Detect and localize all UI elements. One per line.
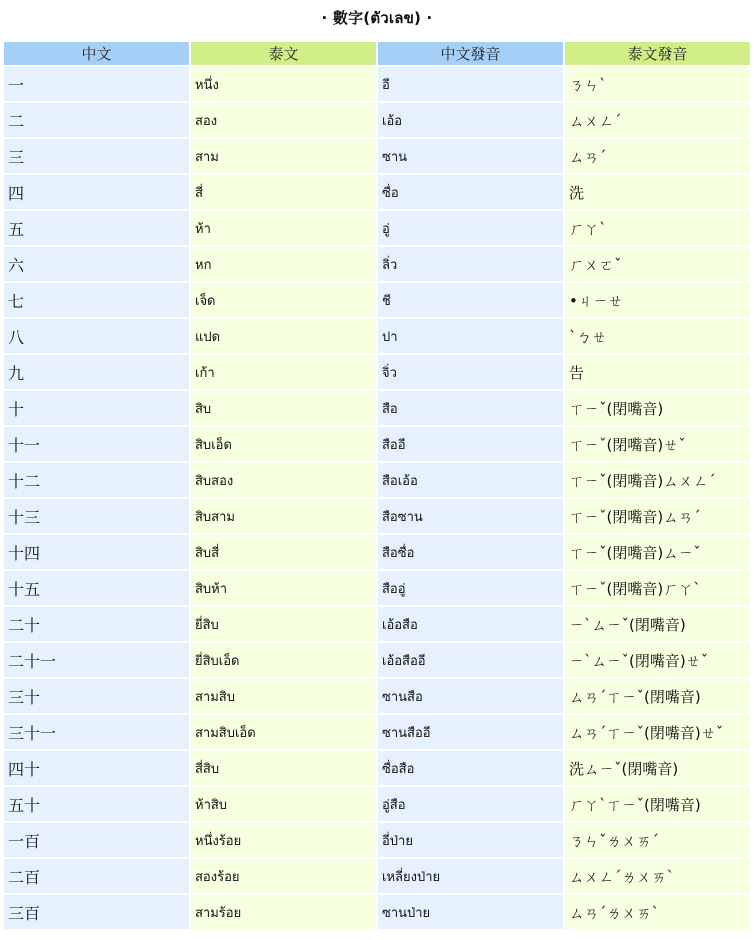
cell-chinese-pronunciation: ซานสือ [378, 679, 563, 713]
cell-chinese-pronunciation: สือซื่อ [378, 535, 563, 569]
cell-thai: สิบห้า [191, 571, 376, 605]
cell-chinese-pronunciation: เอ้อสืออี [378, 643, 563, 677]
cell-chinese: 五 [4, 211, 189, 245]
table-row [4, 895, 750, 929]
cell-thai-pronunciation: ㄧˋㄙㄧˇ(閉嘴音)ㄝˇ [565, 643, 750, 677]
cell-thai: สิบ [191, 391, 376, 425]
cell-chinese: 六 [4, 247, 189, 281]
table-row [4, 319, 750, 353]
table-row [4, 67, 750, 101]
cell-thai: เจ็ด [191, 283, 376, 317]
cell-thai: ห้า [191, 211, 376, 245]
cell-thai: สิบสี่ [191, 535, 376, 569]
cell-thai-pronunciation: ㄙㄢˊㄌㄨㄞˋ [565, 895, 750, 929]
table-row [4, 607, 750, 641]
table-row [4, 499, 750, 533]
cell-thai: หก [191, 247, 376, 281]
cell-thai-pronunciation: ㄒㄧˇ(閉嘴音)ㄙㄧˇ [565, 535, 750, 569]
cell-chinese: 一百 [4, 823, 189, 857]
cell-thai: สี่ [191, 175, 376, 209]
cell-chinese-pronunciation: ชี [378, 283, 563, 317]
cell-chinese-pronunciation: สือ [378, 391, 563, 425]
cell-chinese: 十 [4, 391, 189, 425]
cell-thai: ยี่สิบเอ็ด [191, 643, 376, 677]
cell-thai-pronunciation: ㄏㄚˋㄒㄧˇ(閉嘴音) [565, 787, 750, 821]
cell-thai-pronunciation: 洗ㄙㄧˇ(閉嘴音) [565, 751, 750, 785]
cell-thai: สาม [191, 139, 376, 173]
cell-chinese-pronunciation: ซื่อ [378, 175, 563, 209]
cell-chinese: 十二 [4, 463, 189, 497]
cell-thai-pronunciation: ㄙㄢˊ [565, 139, 750, 173]
table-row [4, 355, 750, 389]
cell-thai: สามร้อย [191, 895, 376, 929]
table-row [4, 859, 750, 893]
table-row [4, 103, 750, 137]
cell-chinese-pronunciation: สืออี [378, 427, 563, 461]
cell-chinese-pronunciation: ซานป่าย [378, 895, 563, 929]
cell-thai-pronunciation: ㄒㄧˇ(閉嘴音)ㄙㄨㄥˊ [565, 463, 750, 497]
cell-chinese: 二 [4, 103, 189, 137]
cell-chinese-pronunciation: จิ่ว [378, 355, 563, 389]
page-title: · 數字(ตัวเลข) · [321, 9, 433, 27]
header-thai: 泰文 [191, 42, 376, 65]
cell-chinese: 一 [4, 67, 189, 101]
cell-chinese: 八 [4, 319, 189, 353]
cell-chinese-pronunciation: ลิ่ว [378, 247, 563, 281]
cell-thai-pronunciation: 洗 [565, 175, 750, 209]
cell-chinese: 三十 [4, 679, 189, 713]
cell-chinese-pronunciation: ซื่อสือ [378, 751, 563, 785]
table-body [4, 67, 750, 929]
cell-thai: สอง [191, 103, 376, 137]
cell-thai-pronunciation: ㄋㄣˋ [565, 67, 750, 101]
cell-chinese: 三 [4, 139, 189, 173]
cell-chinese: 二十一 [4, 643, 189, 677]
cell-thai-pronunciation: ㄒㄧˇ(閉嘴音) [565, 391, 750, 425]
cell-chinese-pronunciation: เอ้อ [378, 103, 563, 137]
table-row [4, 571, 750, 605]
cell-thai-pronunciation: ㄙㄨㄥˊㄌㄨㄞˋ [565, 859, 750, 893]
table-row [4, 391, 750, 425]
cell-thai-pronunciation: 告 [565, 355, 750, 389]
table-row [4, 823, 750, 857]
cell-chinese-pronunciation: อู่ [378, 211, 563, 245]
table-row [4, 427, 750, 461]
cell-thai: ห้าสิบ [191, 787, 376, 821]
table-row [4, 463, 750, 497]
cell-chinese: 十三 [4, 499, 189, 533]
cell-chinese-pronunciation: เหลี่ยงป่าย [378, 859, 563, 893]
cell-chinese-pronunciation: ซาน [378, 139, 563, 173]
table-row [4, 715, 750, 749]
table-row [4, 139, 750, 173]
header-chinese: 中文 [4, 42, 189, 65]
table-row [4, 247, 750, 281]
cell-chinese: 五十 [4, 787, 189, 821]
cell-thai: สิบสาม [191, 499, 376, 533]
cell-thai-pronunciation: ˋㄅㄝ [565, 319, 750, 353]
cell-thai: เก้า [191, 355, 376, 389]
cell-chinese: 七 [4, 283, 189, 317]
cell-thai-pronunciation: ㄒㄧˇ(閉嘴音)ㄙㄢˊ [565, 499, 750, 533]
table-row [4, 535, 750, 569]
cell-chinese-pronunciation: อู่สือ [378, 787, 563, 821]
cell-thai: สามสิบ [191, 679, 376, 713]
cell-chinese-pronunciation: สือซาน [378, 499, 563, 533]
cell-thai-pronunciation: ㄒㄧˇ(閉嘴音)ㄝˇ [565, 427, 750, 461]
cell-thai-pronunciation: ㄧˋㄙㄧˇ(閉嘴音) [565, 607, 750, 641]
cell-thai: สองร้อย [191, 859, 376, 893]
numbers-table [2, 40, 752, 931]
cell-thai: หนึ่ง [191, 67, 376, 101]
cell-thai: ยี่สิบ [191, 607, 376, 641]
cell-thai-pronunciation: ㄏㄚˋ [565, 211, 750, 245]
table-header [4, 42, 750, 65]
header-thai-pronunciation: 泰文發音 [565, 42, 750, 65]
table-row [4, 679, 750, 713]
cell-chinese: 二十 [4, 607, 189, 641]
cell-thai: สิบเอ็ด [191, 427, 376, 461]
cell-chinese: 四 [4, 175, 189, 209]
table-row [4, 211, 750, 245]
cell-chinese-pronunciation: ปา [378, 319, 563, 353]
cell-chinese-pronunciation: อี่ป่าย [378, 823, 563, 857]
cell-thai-pronunciation: ㄙㄢˊㄒㄧˇ(閉嘴音)ㄝˇ [565, 715, 750, 749]
header-row [4, 42, 750, 65]
cell-thai-pronunciation: ㄋㄣˇㄌㄨㄞˊ [565, 823, 750, 857]
cell-thai-pronunciation: ㄙㄨㄥˊ [565, 103, 750, 137]
cell-chinese-pronunciation: สืออู่ [378, 571, 563, 605]
cell-thai: สามสิบเอ็ด [191, 715, 376, 749]
table-row [4, 643, 750, 677]
table-row [4, 175, 750, 209]
cell-thai: สี่สิบ [191, 751, 376, 785]
cell-chinese: 二百 [4, 859, 189, 893]
cell-chinese-pronunciation: อี [378, 67, 563, 101]
cell-thai-pronunciation: •ㄐㄧㄝ [565, 283, 750, 317]
table-row [4, 787, 750, 821]
cell-thai: แปด [191, 319, 376, 353]
cell-chinese: 十一 [4, 427, 189, 461]
cell-thai: สิบสอง [191, 463, 376, 497]
table-row [4, 283, 750, 317]
cell-chinese: 三十一 [4, 715, 189, 749]
header-chinese-pronunciation: 中文發音 [378, 42, 563, 65]
cell-chinese: 四十 [4, 751, 189, 785]
cell-thai-pronunciation: ㄒㄧˇ(閉嘴音)ㄏㄚˋ [565, 571, 750, 605]
cell-chinese: 十五 [4, 571, 189, 605]
cell-chinese-pronunciation: ซานสืออี [378, 715, 563, 749]
cell-chinese: 三百 [4, 895, 189, 929]
cell-thai-pronunciation: ㄙㄢˊㄒㄧˇ(閉嘴音) [565, 679, 750, 713]
cell-chinese-pronunciation: เอ้อสือ [378, 607, 563, 641]
cell-chinese: 十四 [4, 535, 189, 569]
table-row [4, 751, 750, 785]
cell-thai: หนึ่งร้อย [191, 823, 376, 857]
cell-chinese: 九 [4, 355, 189, 389]
cell-chinese-pronunciation: สือเอ้อ [378, 463, 563, 497]
cell-thai-pronunciation: ㄏㄨㄛˇ [565, 247, 750, 281]
